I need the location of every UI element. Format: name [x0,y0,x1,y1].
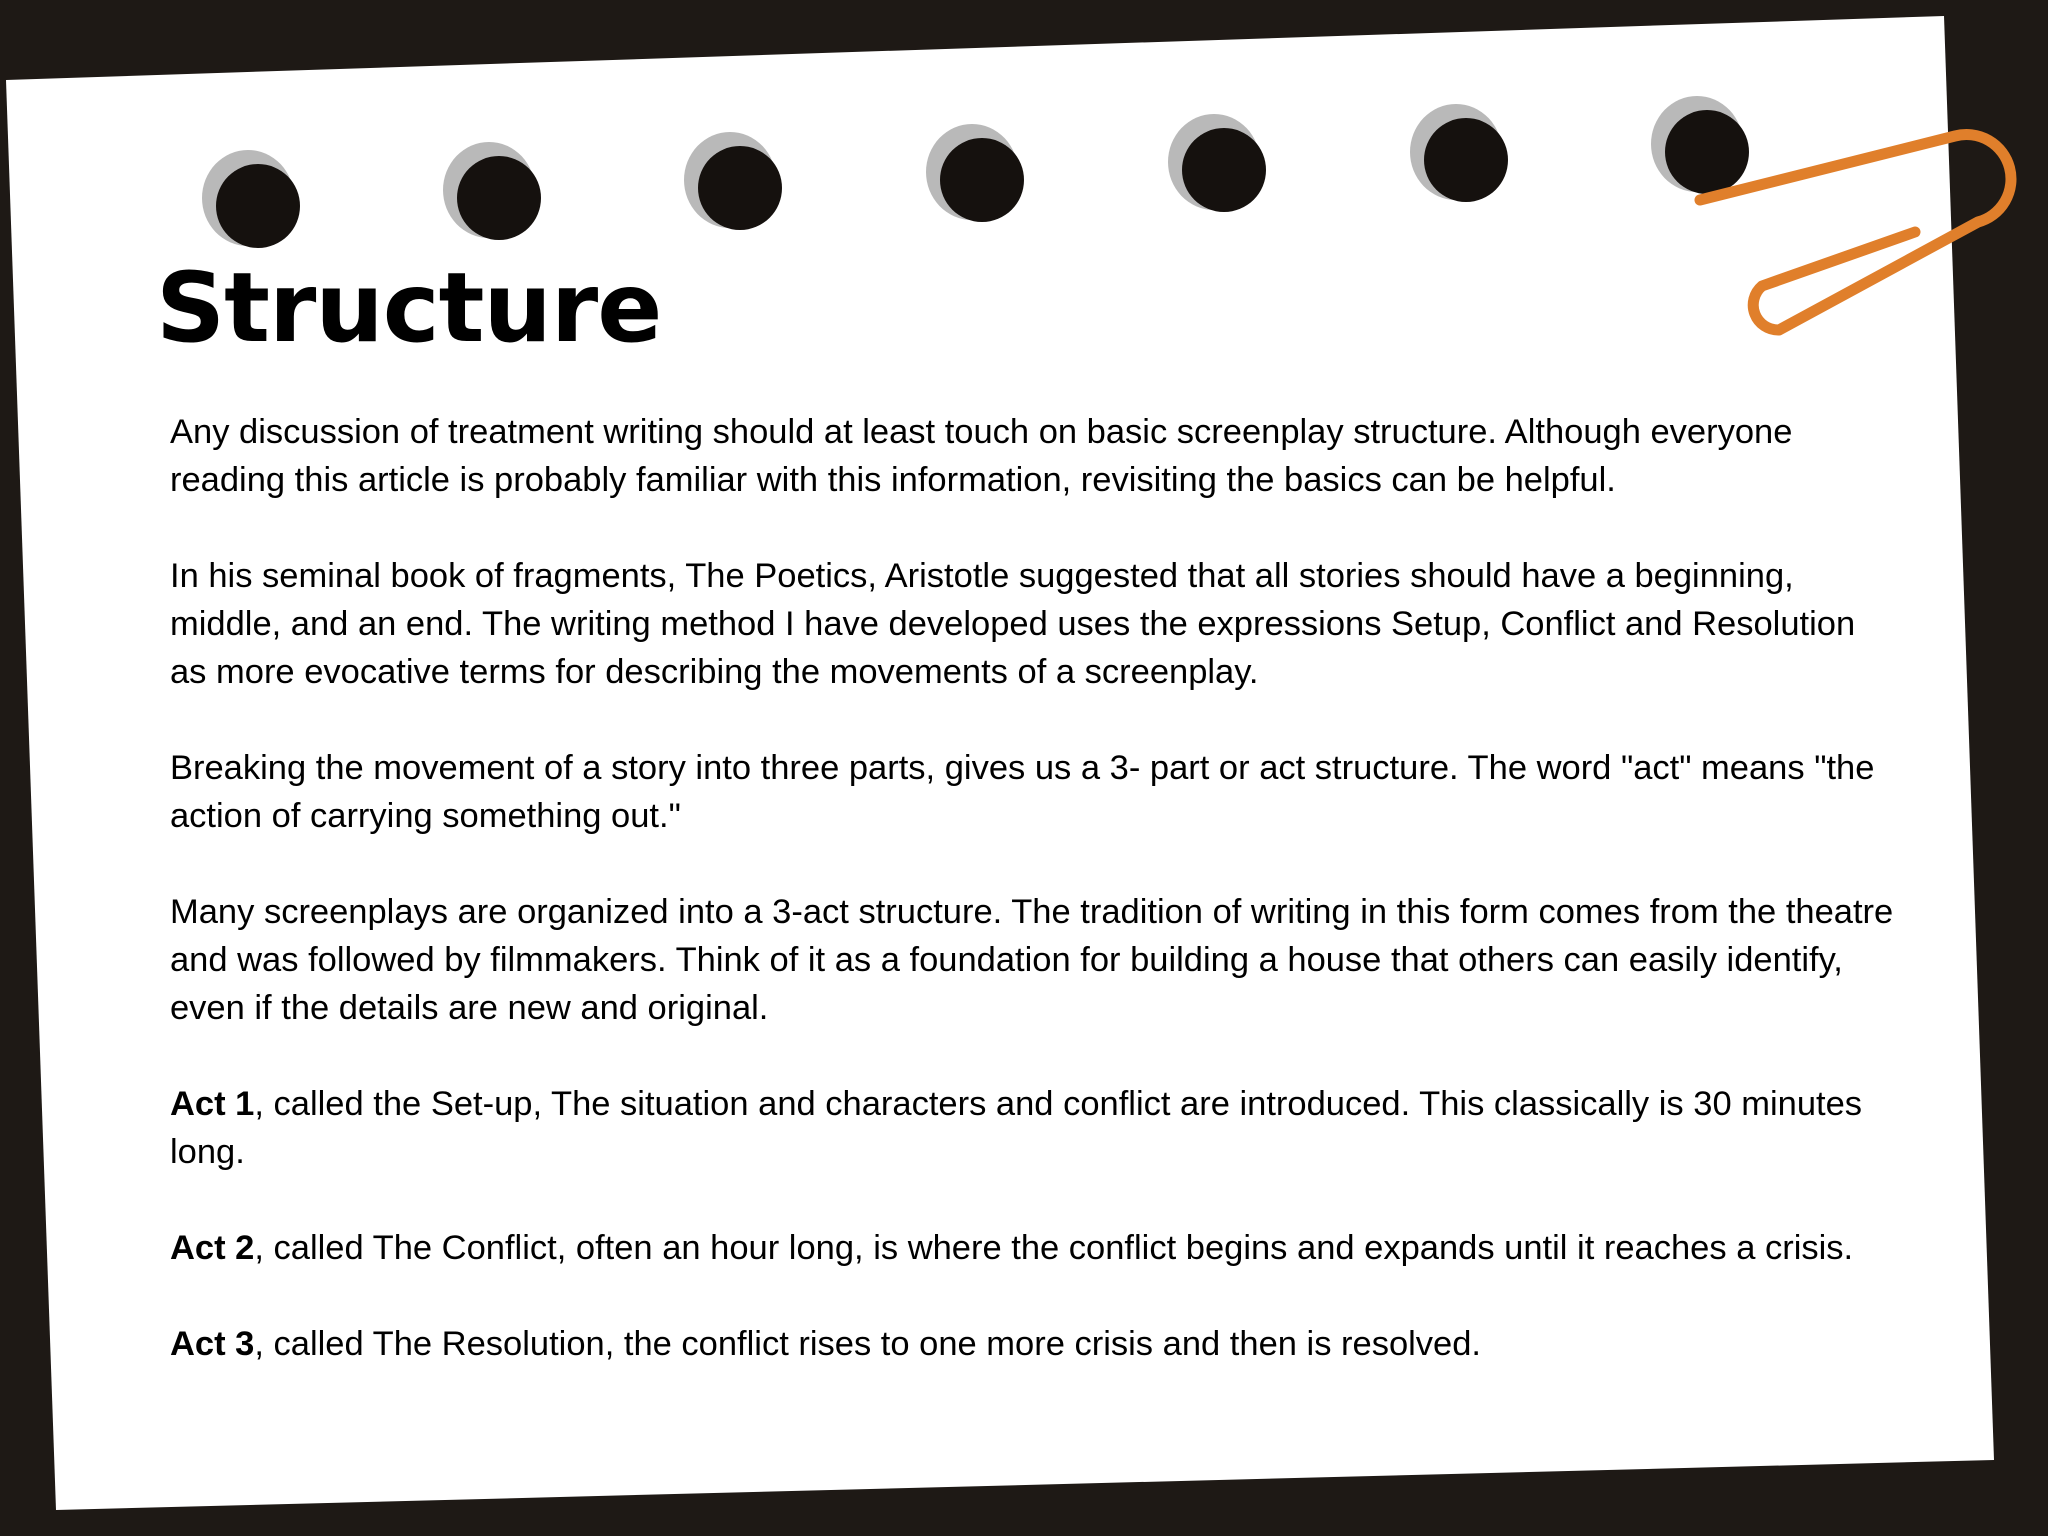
punch-hole-icon [926,124,1024,222]
page-title: Structure [156,252,662,364]
paragraph-act-1 [170,1080,1900,1176]
punch-hole-icon [202,150,300,248]
paragraph-text: Any discussion of treatment writing should at least touch on basic screenplay structure. Although everyone reading this article is probably familiar with this information, revisiting the basics can be helpful. [170,413,1793,499]
paragraph-act-2 [170,1224,1900,1272]
punch-holes [202,96,1749,248]
paragraph-text: Many screenplays are organized into a 3-act structure. The tradition of writing in this form comes from the theatre and was followed by filmmakers. Think of it as a foundation for building a house that others can easily identify, even if the details are new and original. [170,893,1894,1027]
paragraph-text: , called The Conflict, often an hour long, is where the conflict begins and expands until it reaches a crisis. [254,1229,1854,1267]
article-body [170,408,1900,1416]
punch-hole-icon [684,132,782,230]
paragraph-intro [170,408,1900,504]
paragraph-act-definition [170,744,1900,840]
paragraph-text: , called The Resolution, the conflict rises to one more crisis and then is resolved. [254,1325,1482,1363]
paragraph-poetics [170,552,1900,696]
punch-hole-icon [1651,96,1749,194]
paragraph-text: , called the Set-up, The situation and characters and conflict are introduced. This classically is 30 minutes long. [170,1085,1863,1171]
act-label: Act 3 [170,1325,255,1363]
punch-hole-icon [1410,104,1508,202]
paragraph-three-act [170,888,1900,1032]
act-label: Act 1 [170,1085,255,1123]
paragraph-text: Breaking the movement of a story into three parts, gives us a 3- part or act structure. The word "act" means "the action of carrying something out." [170,749,1875,835]
paragraph-text: In his seminal book of fragments, The Poetics, Aristotle suggested that all stories should have a beginning, middle, and an end. The writing method I have developed uses the expressions Setup, Conflict and Resolution as more evocative terms for describing the movements of a screenplay. [170,557,1856,691]
paragraph-act-3 [170,1320,1900,1368]
act-label: Act 2 [170,1229,255,1267]
punch-hole-icon [1168,114,1266,212]
punch-hole-icon [443,142,541,240]
